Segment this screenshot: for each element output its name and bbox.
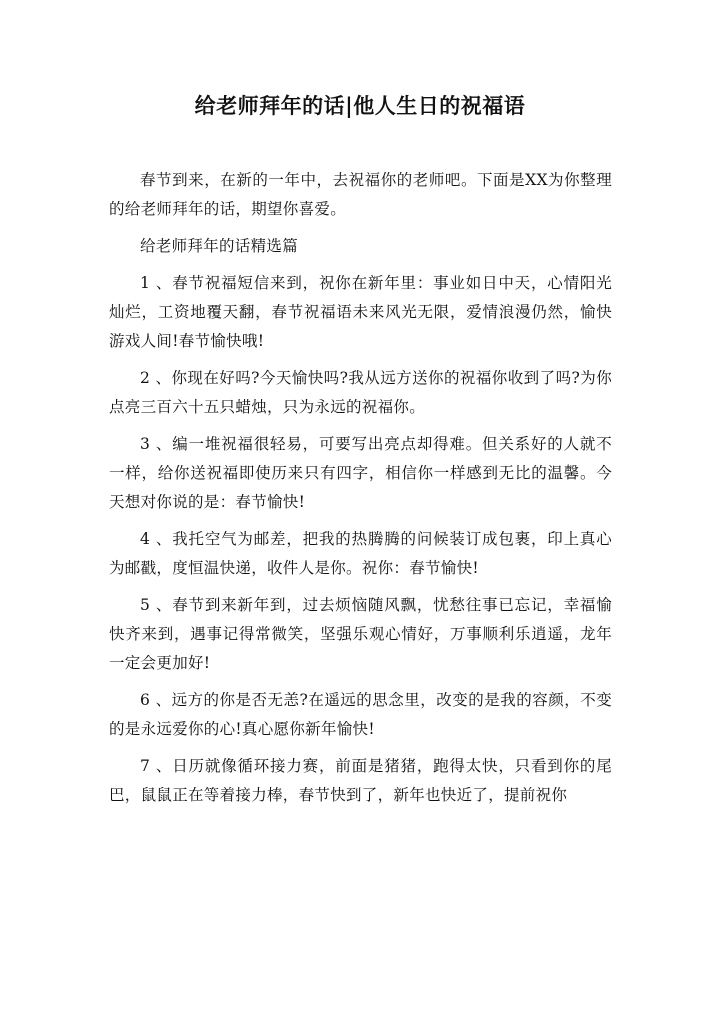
greeting-item-4: 4 、我托空气为邮差，把我的热腾腾的问候装订成包裹，印上真心为邮戳，度恒温快递，收件人是你。祝你：春节愉快!: [109, 530, 612, 577]
intro-paragraph: 春节到来，在新的一年中，去祝福你的老师吧。下面是XX为你整理的给老师拜年的话，期望你喜爱。: [109, 171, 612, 218]
greeting-item-2: 2 、你现在好吗?今天愉快吗?我从远方送你的祝福你收到了吗?为你点亮三百六十五只蜡烛，只为永远的祝福你。: [109, 369, 612, 416]
greeting-item-7: 7 、日历就像循环接力赛，前面是猪猪，跑得太快，只看到你的尾巴，鼠鼠正在等着接力棒，春节快到了，新年也快近了，提前祝你: [109, 757, 612, 804]
section-heading: 给老师拜年的话精选篇: [140, 237, 299, 255]
greeting-item-3: 3 、编一堆祝福很轻易，可要写出亮点却得难。但关系好的人就不一样，给你送祝福即使历来只有四字，相信你一样感到无比的温馨。今天想对你说的是：春节愉快!: [109, 435, 612, 511]
document-body: [109, 166, 612, 810]
greeting-item-6: 6 、远方的你是否无恙?在遥远的思念里，改变的是我的容颜，不变的是永远爱你的心!真心愿你新年愉快!: [109, 691, 612, 738]
greeting-item-5: 5 、春节到来新年到，过去烦恼随风飘，忧愁往事已忘记，幸福愉快齐来到，遇事记得常微笑，坚强乐观心情好，万事顺利乐逍遥，龙年一定会更加好!: [109, 596, 612, 672]
document-title: 给老师拜年的话|他人生日的祝福语: [194, 93, 526, 118]
greeting-item-1: 1 、春节祝福短信来到，祝你在新年里：事业如日中天，心情阳光灿烂，工资地覆天翻，春节祝福语未来风光无限，爱情浪漫仍然，愉快游戏人间!春节愉快哦!: [109, 274, 612, 350]
